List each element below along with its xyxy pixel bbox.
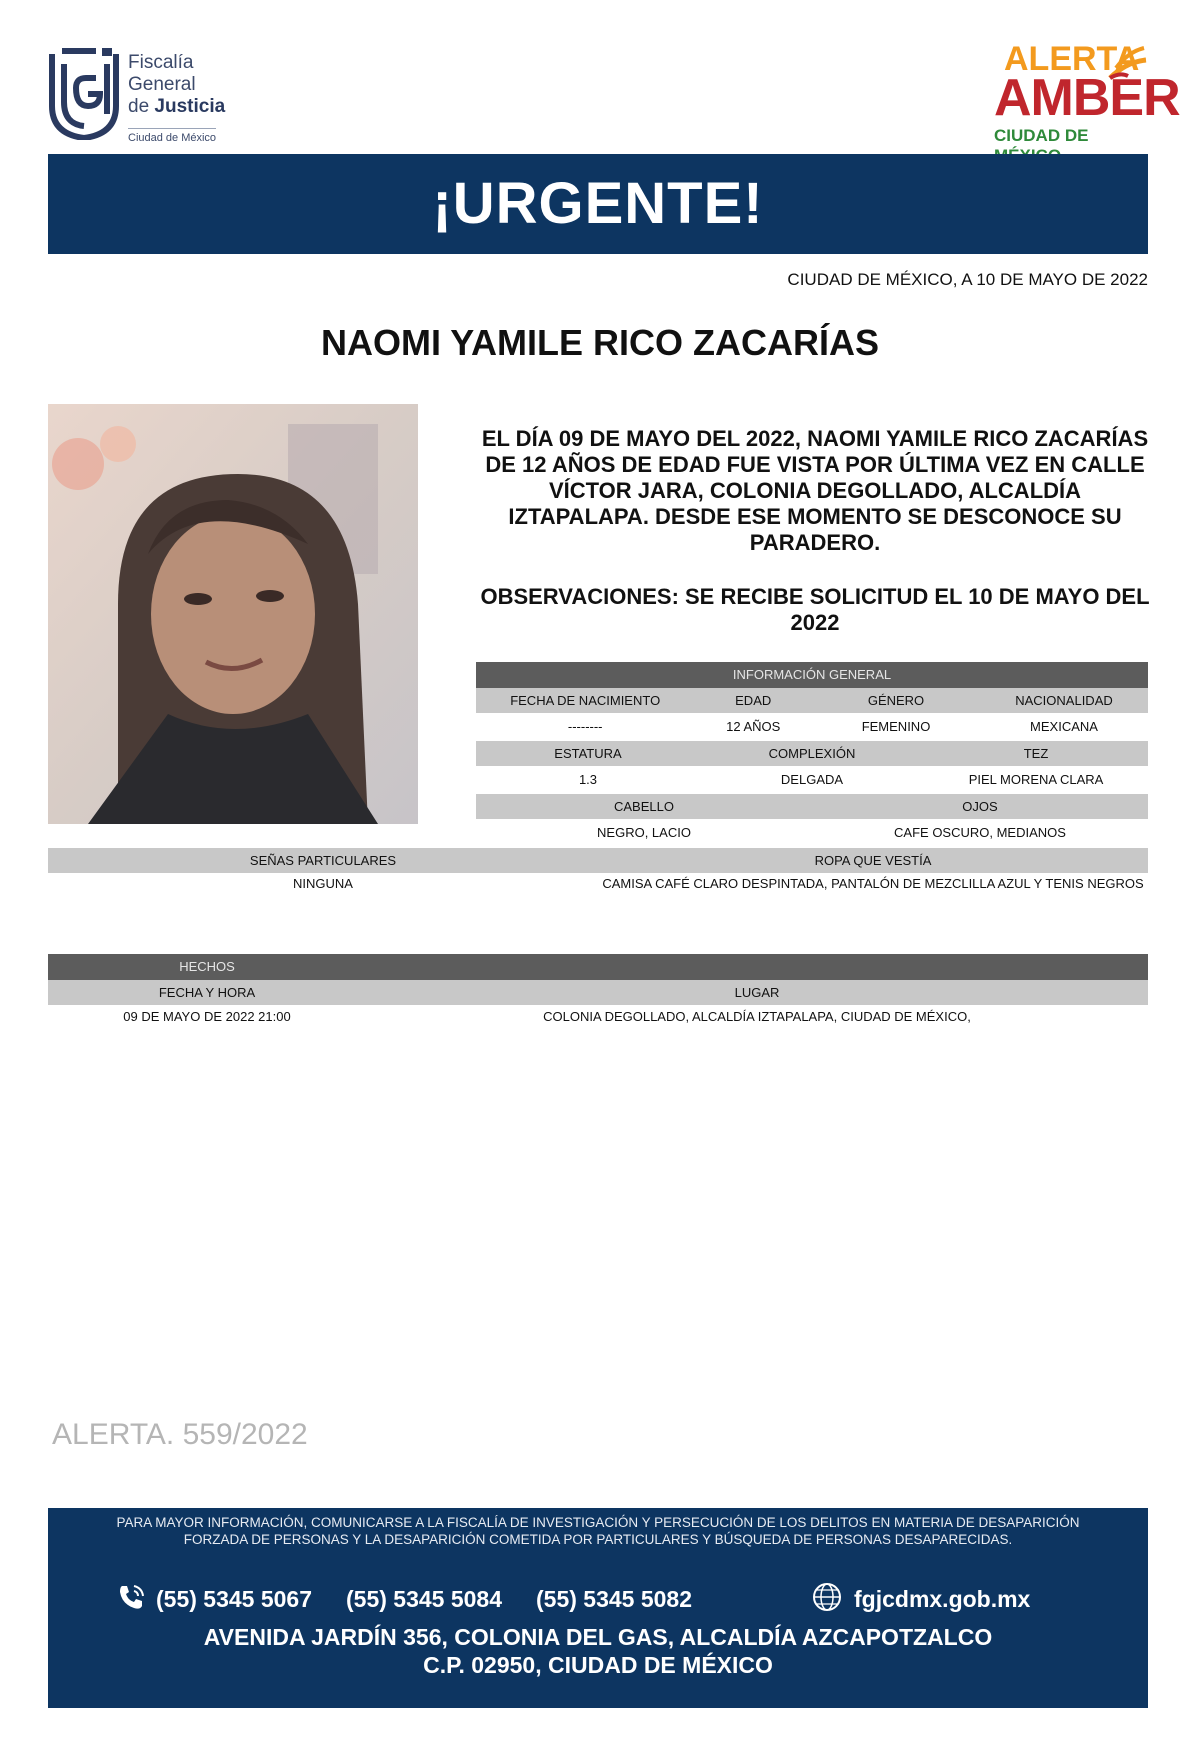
person-name: NAOMI YAMILE RICO ZACARÍAS: [320, 322, 880, 363]
hechos-labels: [48, 980, 1148, 1005]
urgent-title: ¡URGENTE!: [432, 171, 764, 236]
label-gender: GÉNERO: [867, 693, 925, 708]
label-nationality: NACIONALIDAD: [1015, 693, 1113, 708]
info-row4-values: [48, 873, 1148, 895]
value-nationality: MEXICANA: [1030, 719, 1098, 734]
value-eyes: CAFE OSCURO, MEDIANOS: [894, 825, 1066, 840]
label-build: COMPLEXIÓN: [768, 746, 856, 761]
label-place: LUGAR: [734, 985, 780, 1000]
general-info-table: [476, 662, 1148, 847]
fgj-logo: [48, 44, 238, 144]
phone-number-1[interactable]: (55) 5345 5067: [156, 1586, 313, 1612]
value-distinguishing-marks: NINGUNA: [293, 876, 353, 891]
footer-contacts: [48, 1580, 1148, 1620]
footer-info-line2: FORZADA DE PERSONAS Y LA DESAPARICIÓN COMETIDA POR PARTICULARES Y BÚSQUEDA DE PERSONAS DESAPARECIDAS.: [183, 1532, 1013, 1547]
footer-info: [48, 1514, 1148, 1548]
info-row1-labels: [476, 688, 1148, 713]
label-complexion: TEZ: [1023, 746, 1049, 761]
particulars-table: [48, 848, 1148, 895]
urgent-banner: [48, 154, 1148, 254]
amber-logo-line3: CIUDAD DE: [994, 126, 1089, 145]
label-date-time: FECHA Y HORA: [158, 985, 256, 1000]
fgj-emblem-icon: [48, 44, 120, 140]
hechos-title: HECHOS: [179, 959, 235, 974]
contact-footer: [48, 1508, 1148, 1708]
value-build: DELGADA: [780, 772, 844, 787]
label-birthdate: FECHA DE NACIMIENTO: [510, 693, 661, 708]
portrait-image: [48, 404, 418, 824]
value-place: COLONIA DEGOLLADO, ALCALDÍA IZTAPALAPA, CIUDAD DE MÉXICO,: [543, 1009, 971, 1024]
hechos-values: [48, 1005, 1148, 1029]
fgj-logo-line3: [128, 96, 225, 118]
phone-icon: [116, 1582, 146, 1612]
globe-icon: [810, 1580, 844, 1614]
info-row3-labels: [476, 794, 1148, 819]
missing-person-photo: [48, 404, 418, 824]
hechos-table: [48, 954, 1148, 1029]
label-hair: CABELLO: [614, 799, 674, 814]
incident-description: EL DÍA 09 DE MAYO DEL 2022, NAOMI YAMILE RICO ZACARÍAS DE 12 AÑOS DE EDAD FUE VISTA POR ÚLTIMA VEZ EN CALLE VÍCTOR JARA, COLONIA DEGOLLADO, ALCALDÍA IZTAPALAPA. DESDE ESE MOMENTO SE DESCONOCE SU PARADERO.: [481, 426, 1149, 555]
fgj-logo-line2: General: [128, 74, 196, 95]
address-line1: AVENIDA JARDÍN 356, COLONIA DEL GAS, ALCALDÍA AZCAPOTZALCO: [203, 1624, 993, 1650]
value-date-time: 09 DE MAYO DE 2022 21:00: [123, 1009, 291, 1024]
label-distinguishing-marks: SEÑAS PARTICULARES: [249, 853, 397, 868]
value-complexion: PIEL MORENA CLARA: [968, 772, 1104, 787]
phone-number-3[interactable]: (55) 5345 5082: [536, 1586, 693, 1612]
fgj-logo-subtitle: Ciudad de México: [128, 128, 216, 144]
value-clothing: CAMISA CAFÉ CLARO DESPINTADA, PANTALÓN DE MEZCLILLA AZUL Y TENIS NEGROS: [602, 876, 1144, 891]
phone-number-2[interactable]: (55) 5345 5084: [346, 1586, 503, 1612]
address-line2: C.P. 02950, CIUDAD DE MÉXICO: [423, 1652, 773, 1678]
value-height: 1.3: [578, 772, 598, 787]
footer-info-line1: PARA MAYOR INFORMACIÓN, COMUNICARSE A LA FISCALÍA DE INVESTIGACIÓN Y PERSECUCIÓN DE LOS DELITOS EN MATERIA DE DESAPARICIÓN: [116, 1515, 1080, 1530]
fgj-logo-line1: Fiscalía: [128, 52, 194, 73]
fgj-logo-text: [128, 52, 225, 118]
info-row2-labels: [476, 741, 1148, 766]
value-age: 12 AÑOS: [726, 719, 781, 734]
date-line: CIUDAD DE MÉXICO, A 10 DE MAYO DE 2022: [787, 270, 1148, 289]
alerta-amber-logo: [988, 40, 1180, 148]
value-hair: NEGRO, LACIO: [597, 825, 691, 840]
info-table-title: INFORMACIÓN GENERAL: [732, 667, 892, 682]
label-age: EDAD: [735, 693, 772, 708]
value-birthdate: --------: [567, 719, 603, 734]
info-row2-values: [476, 766, 1148, 794]
fgj-logo-line3-prefix: de: [128, 96, 155, 117]
label-eyes: OJOS: [962, 799, 998, 814]
fgj-logo-line3-bold: Justicia: [154, 96, 226, 117]
info-row4-labels: [48, 848, 1148, 873]
value-gender: FEMENINO: [861, 719, 931, 734]
label-clothing: ROPA QUE VESTÍA: [814, 853, 932, 868]
alert-number: ALERTA. 559/2022: [52, 1418, 308, 1451]
amber-logo-line2: AMBER: [994, 69, 1180, 127]
info-row3-values: [476, 819, 1148, 847]
info-table-title-row: [476, 662, 1148, 688]
info-row1-values: [476, 713, 1148, 741]
hechos-title-row: [48, 954, 1148, 980]
observations: OBSERVACIONES: SE RECIBE SOLICITUD EL 10 DE MAYO DEL 2022: [480, 584, 1150, 635]
amber-logo-line1: ALERTA: [1004, 40, 1140, 78]
label-height: ESTATURA: [554, 746, 622, 761]
website-link[interactable]: fgjcdmx.gob.mx: [854, 1586, 1031, 1612]
